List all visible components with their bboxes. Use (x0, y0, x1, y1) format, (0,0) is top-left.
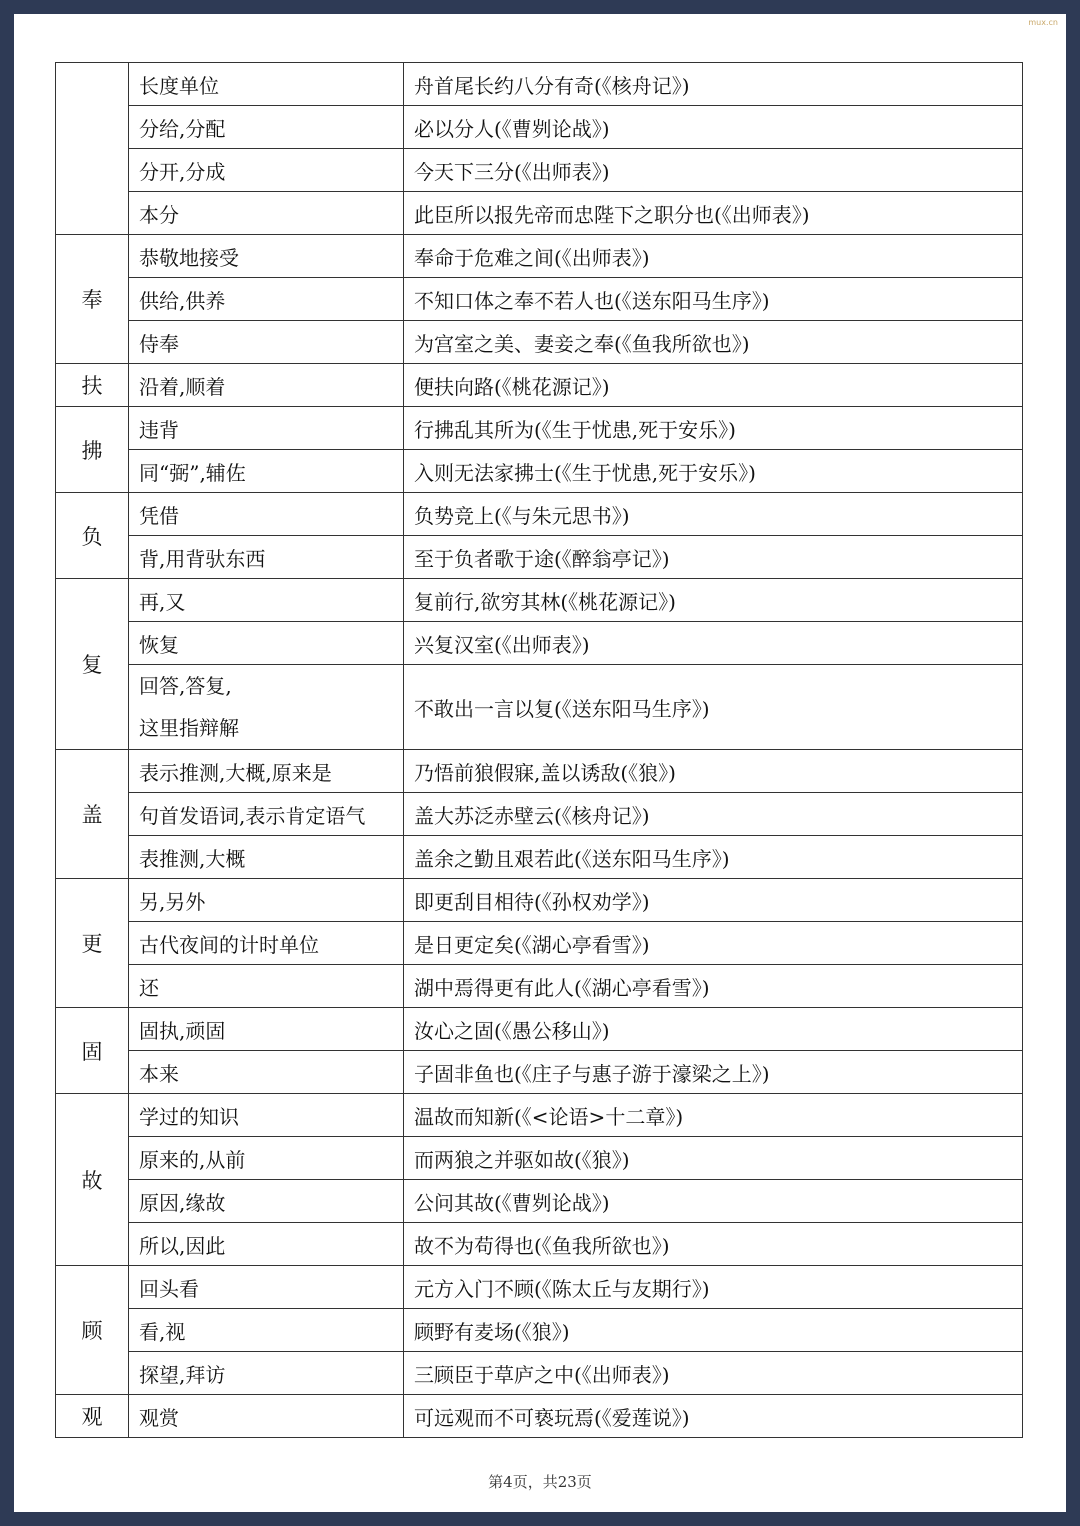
example-cell: 舟首尾长约八分有奇(《核舟记》) (404, 63, 1023, 106)
table-row (56, 536, 1023, 579)
table-row (56, 793, 1023, 836)
example-cell: 盖大苏泛赤壁云(《核舟记》) (404, 793, 1023, 836)
example-cell: 元方入门不顾(《陈太丘与友期行》) (404, 1266, 1023, 1309)
example-cell: 顾野有麦场(《狼》) (404, 1309, 1023, 1352)
meaning-cell: 原因,缘故 (129, 1180, 404, 1223)
example-cell: 此臣所以报先帝而忠陛下之职分也(《出师表》) (404, 192, 1023, 235)
example-cell: 兴复汉室(《出师表》) (404, 622, 1023, 665)
table-row (56, 665, 1023, 750)
meaning-cell: 看,视 (129, 1309, 404, 1352)
vocabulary-table-body (56, 63, 1023, 1438)
meaning-cell: 沿着,顺着 (129, 364, 404, 407)
example-cell: 温故而知新(《<论语>十二章》) (404, 1094, 1023, 1137)
table-row (56, 1395, 1023, 1438)
headword-cell: 拂 (56, 407, 129, 493)
headword-cell: 更 (56, 879, 129, 1008)
meaning-line: 回答,答复, (139, 674, 232, 698)
meaning-cell: 古代夜间的计时单位 (129, 922, 404, 965)
watermark: mux.cn (1028, 18, 1058, 27)
example-cell: 盖余之勤且艰若此(《送东阳马生序》) (404, 836, 1023, 879)
table-row (56, 879, 1023, 922)
meaning-cell: 凭借 (129, 493, 404, 536)
table-row (56, 63, 1023, 106)
example-cell: 入则无法家拂士(《生于忧患,死于安乐》) (404, 450, 1023, 493)
document-page (14, 14, 1066, 1512)
table-row (56, 364, 1023, 407)
example-cell: 今天下三分(《出师表》) (404, 149, 1023, 192)
meaning-cell: 恢复 (129, 622, 404, 665)
table-row (56, 1008, 1023, 1051)
meaning-cell: 本分 (129, 192, 404, 235)
page-footer: 第4页，共23页 (488, 1473, 592, 1491)
example-cell: 乃悟前狼假寐,盖以诱敌(《狼》) (404, 750, 1023, 793)
table-row (56, 1223, 1023, 1266)
example-cell: 不知口体之奉不若人也(《送东阳马生序》) (404, 278, 1023, 321)
example-cell: 可远观而不可亵玩焉(《爱莲说》) (404, 1395, 1023, 1438)
meaning-cell: 长度单位 (129, 63, 404, 106)
table-row (56, 579, 1023, 622)
headword-cell: 故 (56, 1094, 129, 1266)
meaning-cell: 违背 (129, 407, 404, 450)
meaning-cell: 表示推测,大概,原来是 (129, 750, 404, 793)
table-row (56, 235, 1023, 278)
headword-cell (56, 63, 129, 235)
example-cell: 负势竞上(《与朱元思书》) (404, 493, 1023, 536)
table-row (56, 192, 1023, 235)
meaning-cell (129, 665, 404, 750)
example-cell: 奉命于危难之间(《出师表》) (404, 235, 1023, 278)
meaning-cell: 回头看 (129, 1266, 404, 1309)
table-row (56, 1309, 1023, 1352)
example-cell: 而两狼之并驱如故(《狼》) (404, 1137, 1023, 1180)
headword-cell: 复 (56, 579, 129, 750)
meaning-cell: 恭敬地接受 (129, 235, 404, 278)
headword-cell: 负 (56, 493, 129, 579)
table-row (56, 1051, 1023, 1094)
table-row (56, 493, 1023, 536)
example-cell: 不敢出一言以复(《送东阳马生序》) (404, 665, 1023, 750)
example-cell: 为宫室之美、妻妾之奉(《鱼我所欲也》) (404, 321, 1023, 364)
meaning-cell: 原来的,从前 (129, 1137, 404, 1180)
example-cell: 即更刮目相待(《孙权劝学》) (404, 879, 1023, 922)
example-cell: 行拂乱其所为(《生于忧患,死于安乐》) (404, 407, 1023, 450)
example-cell: 故不为苟得也(《鱼我所欲也》) (404, 1223, 1023, 1266)
table-row (56, 622, 1023, 665)
table-row (56, 922, 1023, 965)
table-row (56, 965, 1023, 1008)
meaning-cell: 同“弼”,辅佐 (129, 450, 404, 493)
example-cell: 湖中焉得更有此人(《湖心亭看雪》) (404, 965, 1023, 1008)
meaning-cell: 另,另外 (129, 879, 404, 922)
meaning-cell: 学过的知识 (129, 1094, 404, 1137)
meaning-cell: 侍奉 (129, 321, 404, 364)
example-cell: 子固非鱼也(《庄子与惠子游于濠梁之上》) (404, 1051, 1023, 1094)
table-row (56, 1180, 1023, 1223)
table-row (56, 1266, 1023, 1309)
table-row (56, 1352, 1023, 1395)
meaning-cell: 探望,拜访 (129, 1352, 404, 1395)
headword-cell: 顾 (56, 1266, 129, 1395)
meaning-cell: 供给,供养 (129, 278, 404, 321)
table-row (56, 278, 1023, 321)
meaning-cell: 观赏 (129, 1395, 404, 1438)
table-row (56, 1094, 1023, 1137)
example-cell: 三顾臣于草庐之中(《出师表》) (404, 1352, 1023, 1395)
headword-cell: 观 (56, 1395, 129, 1438)
example-cell: 必以分人(《曹刿论战》) (404, 106, 1023, 149)
meaning-cell: 分给,分配 (129, 106, 404, 149)
meaning-cell: 固执,顽固 (129, 1008, 404, 1051)
meaning-cell: 表推测,大概 (129, 836, 404, 879)
meaning-cell: 还 (129, 965, 404, 1008)
table-row (56, 450, 1023, 493)
meaning-cell: 句首发语词,表示肯定语气 (129, 793, 404, 836)
table-row (56, 1137, 1023, 1180)
meaning-cell: 所以,因此 (129, 1223, 404, 1266)
meaning-line: 这里指辩解 (139, 716, 239, 740)
example-cell: 复前行,欲穷其林(《桃花源记》) (404, 579, 1023, 622)
meaning-cell: 本来 (129, 1051, 404, 1094)
headword-cell: 盖 (56, 750, 129, 879)
table-row (56, 407, 1023, 450)
example-cell: 至于负者歌于途(《醉翁亭记》) (404, 536, 1023, 579)
table-row (56, 750, 1023, 793)
table-row (56, 321, 1023, 364)
table-row (56, 149, 1023, 192)
table-row (56, 106, 1023, 149)
example-cell: 是日更定矣(《湖心亭看雪》) (404, 922, 1023, 965)
headword-cell: 扶 (56, 364, 129, 407)
headword-cell: 奉 (56, 235, 129, 364)
example-cell: 公问其故(《曹刿论战》) (404, 1180, 1023, 1223)
meaning-cell: 分开,分成 (129, 149, 404, 192)
vocabulary-table (55, 62, 1023, 1438)
meaning-cell: 再,又 (129, 579, 404, 622)
meaning-cell: 背,用背驮东西 (129, 536, 404, 579)
table-row (56, 836, 1023, 879)
example-cell: 汝心之固(《愚公移山》) (404, 1008, 1023, 1051)
headword-cell: 固 (56, 1008, 129, 1094)
example-cell: 便扶向路(《桃花源记》) (404, 364, 1023, 407)
